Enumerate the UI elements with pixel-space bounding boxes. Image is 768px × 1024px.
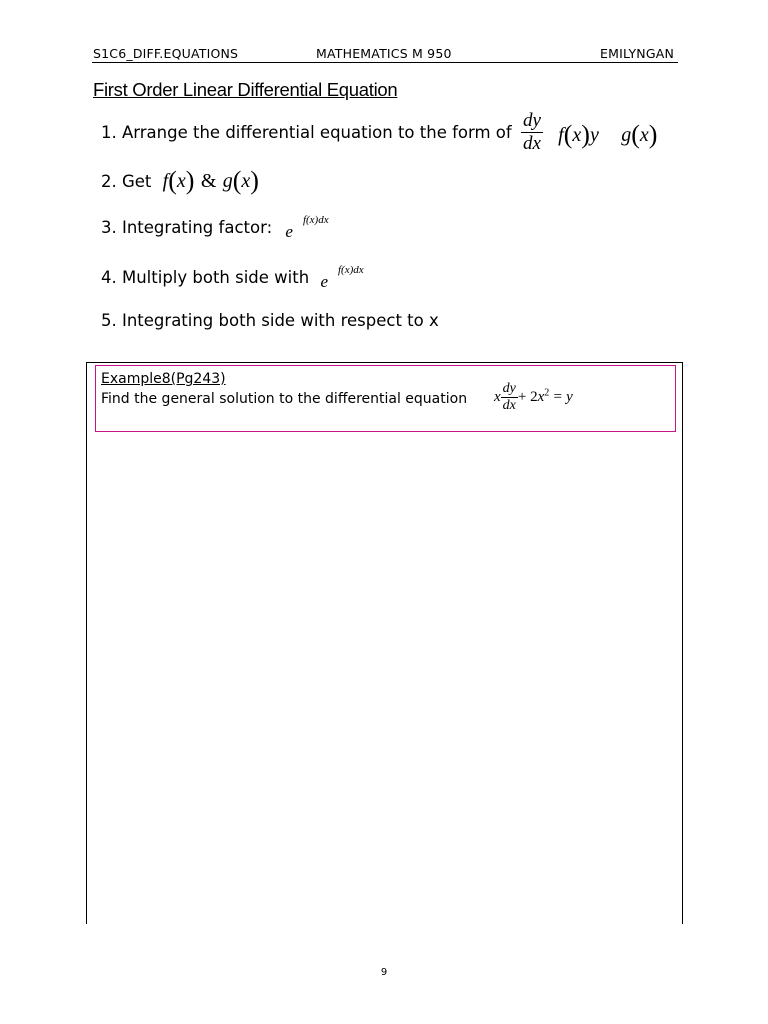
page-title: First Order Linear Differential Equation: [93, 79, 398, 100]
work-frame-right: [682, 362, 683, 924]
integrating-factor-exponent: f(x)dx: [302, 214, 329, 226]
step-2: [101, 164, 259, 194]
example-title: Example8(Pg243): [101, 371, 226, 387]
f-and-g-expression: f(x) & g(x): [162, 166, 259, 195]
multiplier-exponent: f(x)dx: [337, 264, 364, 276]
multiplier-base: e: [320, 272, 328, 291]
example-equation: x $\frac{dy}{dx}$ + $2x^2 = y$: [494, 381, 573, 413]
f-x-y-expression: f(x)y: [558, 119, 599, 149]
step-3-text: 3. Integrating factor:: [101, 218, 273, 237]
example-prompt: Find the general solution to the differential equation: [101, 391, 468, 407]
work-frame-left: [86, 362, 87, 924]
dy-dx-fraction: $\frac{dy}{dx}$: [522, 110, 541, 154]
header-center: MATHEMATICS M 950: [316, 46, 452, 61]
step-3: [101, 214, 329, 241]
page-number: 9: [380, 967, 388, 978]
step-1-text: 1. Arrange the differential equation to the form of: [101, 123, 512, 142]
step-2-text: 2. Get: [101, 172, 152, 191]
step-4-text: 4. Multiply both side with: [101, 268, 310, 287]
header-rule: [92, 62, 678, 63]
work-frame-top: [86, 362, 683, 363]
step-5: 5. Integrating both side with respect to x: [101, 311, 439, 330]
example-dy-dx: $\frac{dy}{dx}$: [502, 381, 516, 413]
integrating-factor-base: e: [285, 222, 293, 241]
step-4: [101, 264, 364, 291]
header-left: S1C6_DIFF.EQUATIONS: [93, 46, 239, 61]
g-x-expression: g(x): [621, 119, 658, 149]
step-1: [101, 110, 657, 155]
header-right: EMILYNGAN: [600, 46, 675, 61]
